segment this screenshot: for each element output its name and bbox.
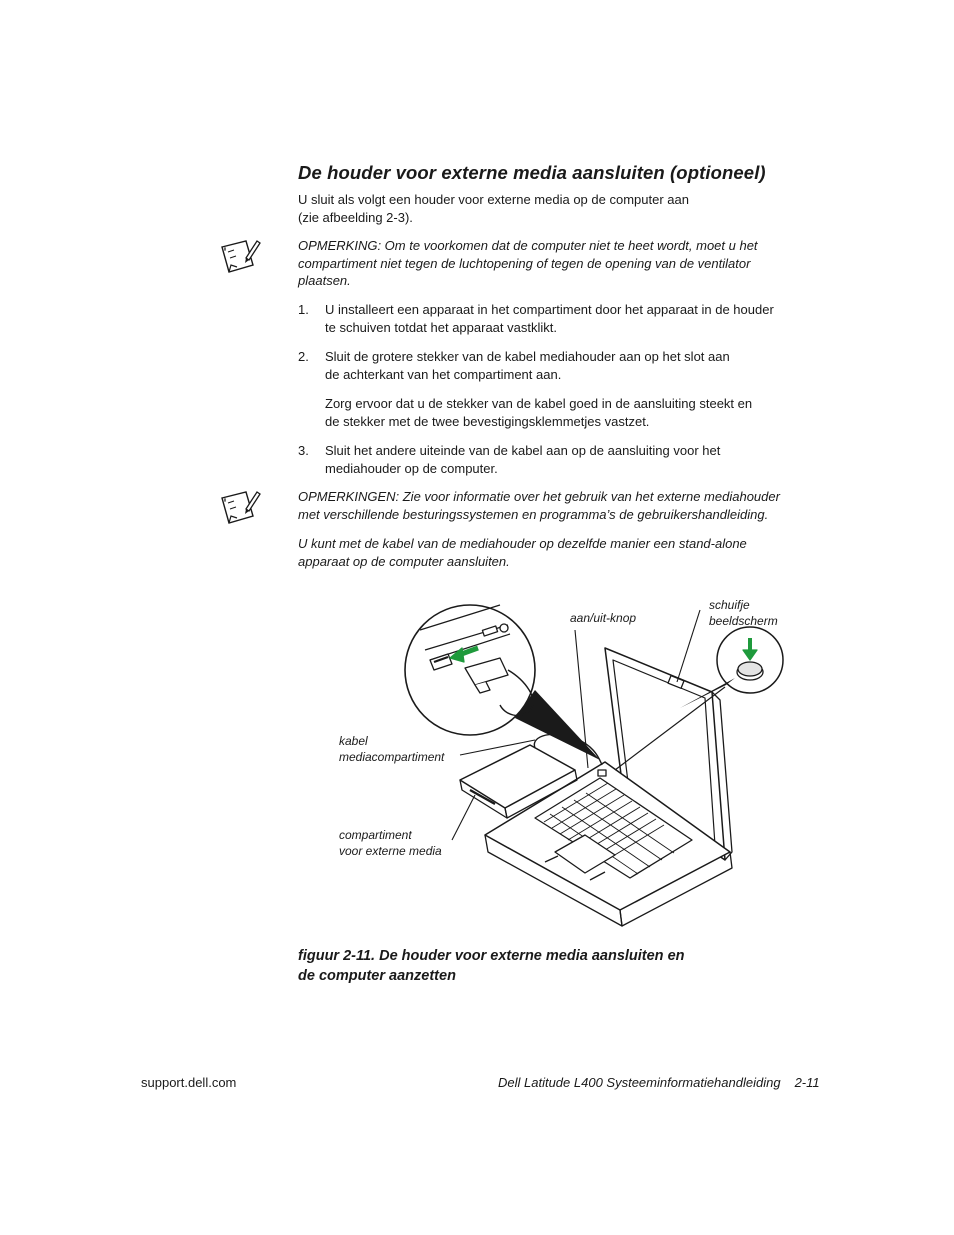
step-line: Sluit de grotere stekker van de kabel mediahouder aan op het slot aan (325, 349, 730, 364)
step-2-text (325, 348, 730, 383)
callout-display-slider (709, 598, 778, 629)
note-2-line: met verschillende besturingssystemen en programma’s de gebruikershandleiding. (298, 506, 769, 522)
callout-power-button: aan/uit-knop (570, 611, 637, 625)
note-pencil-icon (220, 489, 262, 527)
figure-caption (298, 946, 685, 986)
footer-title-text: Dell Latitude L400 Systeeminformatiehandleiding (498, 1075, 781, 1090)
step-2-subtext (325, 395, 752, 430)
note-2-line: apparaat op de computer aansluiten. (298, 553, 510, 569)
footer-page-number: 2-11 (794, 1075, 820, 1090)
step-3-text (325, 442, 720, 477)
note-2 (298, 488, 780, 523)
callout-line: schuifje (709, 598, 750, 612)
step-line: Zorg ervoor dat u de stekker van de kabel goed in de aansluiting steekt en (325, 396, 753, 411)
step-line: te schuiven totdat het apparaat vastklikt. (325, 319, 557, 335)
note-1-line: plaatsen. (298, 273, 351, 288)
step-1-text (325, 301, 774, 336)
callout-cable (339, 734, 444, 765)
step-line: Sluit het andere uiteinde van de kabel aan op de aansluiting voor het (325, 443, 721, 458)
step-number: 2. (298, 349, 309, 364)
callout-line: voor externe media (339, 843, 442, 858)
step-line: U installeert een apparaat in het compartiment door het apparaat in de houder (325, 302, 774, 317)
step-line: de stekker met de twee bevestigingsklemmetjes vastzet. (325, 413, 650, 429)
callout-line: mediacompartiment (339, 749, 445, 764)
caption-line: de computer aanzetten (298, 968, 456, 984)
note-2-line: U kunt met de kabel van de mediahouder op dezelfde manier een stand-alone (298, 536, 747, 551)
note-1-line: compartiment niet tegen de luchtopening of tegen de opening van de ventilator (298, 255, 751, 271)
note-1-line: OPMERKING: Om te voorkomen dat de computer niet te heet wordt, moet u het (298, 238, 758, 253)
callout-line: compartiment (339, 828, 412, 842)
callout-line: kabel (339, 734, 368, 748)
footer-document-title (498, 1075, 820, 1090)
step-number: 3. (298, 443, 309, 458)
note-pencil-icon (220, 238, 262, 276)
note-2-continued (298, 535, 747, 570)
callout-media-bay (339, 828, 442, 859)
intro-line: (zie afbeelding 2-3). (298, 209, 413, 225)
leader-slider (677, 610, 700, 682)
step-line: mediahouder op de computer. (325, 460, 498, 476)
step-number: 1. (298, 302, 309, 317)
step-line: de achterkant van het compartiment aan. (325, 366, 562, 382)
section-heading: De houder voor externe media aansluiten (optioneel) (298, 162, 766, 183)
leader-bay (452, 795, 475, 840)
caption-line: figuur 2-11. De houder voor externe media aansluiten en (298, 948, 685, 964)
note-2-line: OPMERKINGEN: Zie voor informatie over het gebruik van het externe mediahouder (298, 489, 780, 504)
intro-paragraph (298, 191, 689, 226)
note-1 (298, 237, 758, 290)
intro-line: U sluit als volgt een houder voor externe media op de computer aan (298, 192, 689, 207)
callout-line: beeldscherm (709, 613, 778, 628)
footer-website: support.dell.com (141, 1075, 237, 1090)
